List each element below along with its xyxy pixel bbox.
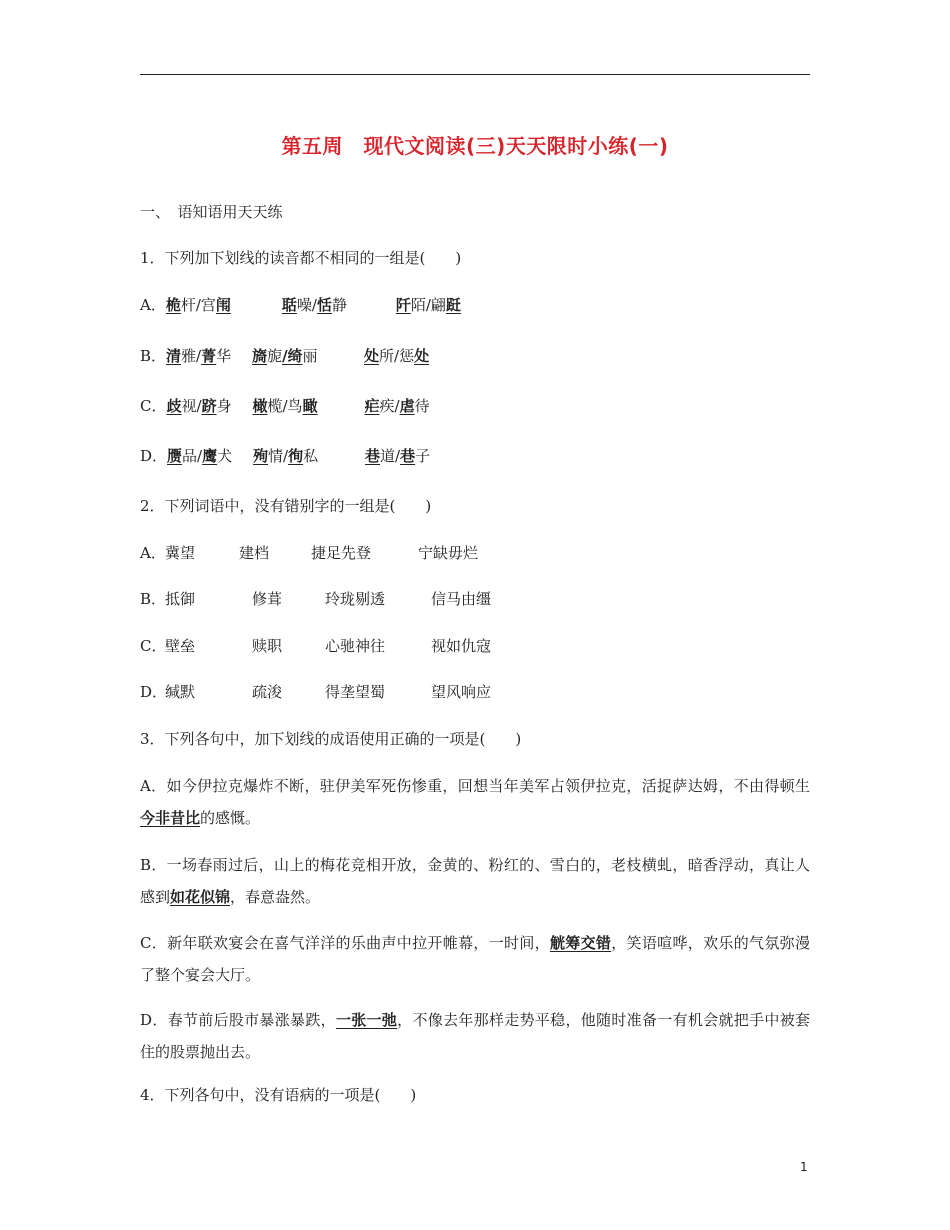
header-rule bbox=[140, 74, 810, 75]
q3-option-c: C．新年联欢宴会在喜气洋洋的乐曲声中拉开帷幕，一时间，觥筹交错，笑语喧哗，欢乐的气氛弥漫了整个宴会大厅。 bbox=[140, 934, 810, 984]
idiom: 今非昔比 bbox=[140, 809, 201, 827]
section-heading: 一、 语知语用天天练 bbox=[140, 203, 283, 221]
idiom: 如花似锦 bbox=[170, 888, 231, 906]
q2-option-a: A．冀望 建档 捷足先登 宁缺毋烂 bbox=[140, 544, 479, 562]
idiom: 觥筹交错 bbox=[549, 934, 612, 952]
q2-option-b: B．抵御 修葺 玲珑剔透 信马由缰 bbox=[140, 590, 492, 608]
q1-option-a: A．桅杆/宫闱 聒噪/恬静 阡陌/翩跹 bbox=[140, 296, 461, 314]
q3-option-b: B．一场春雨过后，山上的梅花竞相开放，金黄的、粉红的、雪白的，老枝横虬，暗香浮动，真让人感到如花似锦，春意盎然。 bbox=[140, 856, 810, 906]
q2-option-d: D．缄默 疏浚 得垄望蜀 望风响应 bbox=[140, 683, 492, 701]
q3-stem: 3．下列各句中，加下划线的成语使用正确的一项是( ) bbox=[140, 730, 522, 748]
q2-stem: 2．下列词语中，没有错别字的一组是( ) bbox=[140, 497, 432, 515]
idiom: 一张一弛 bbox=[335, 1011, 398, 1029]
q1-option-b: B．清雅/菁华 旖旎/绮丽 处所/惩处 bbox=[140, 347, 430, 365]
q4-stem: 4．下列各句中，没有语病的一项是( ) bbox=[140, 1086, 417, 1104]
q3-option-a: A．如今伊拉克爆炸不断，驻伊美军死伤惨重，回想当年美军占领伊拉克，活捉萨达姆，不由得顿生今非昔比的感慨。 bbox=[140, 777, 810, 827]
q1-option-d: D．赝品/鹰犬 殉情/徇私 巷道/巷子 bbox=[140, 447, 431, 465]
page-number: 1 bbox=[800, 1160, 808, 1174]
q2-option-c: C．壁垒 赎职 心驰神往 视如仇寇 bbox=[140, 637, 492, 655]
q1-option-c: C．歧视/跻身 橄榄/鸟瞰 疟疾/虐待 bbox=[140, 397, 430, 415]
page-title: 第五周 现代文阅读(三)天天限时小练(一) bbox=[281, 134, 669, 158]
q1-stem: 1．下列加下划线的读音都不相同的一组是( ) bbox=[140, 249, 462, 267]
q3-option-d: D．春节前后股市暴涨暴跌，一张一弛，不像去年那样走势平稳，他随时准备一有机会就把手中被套住的股票抛出去。 bbox=[140, 1011, 810, 1061]
